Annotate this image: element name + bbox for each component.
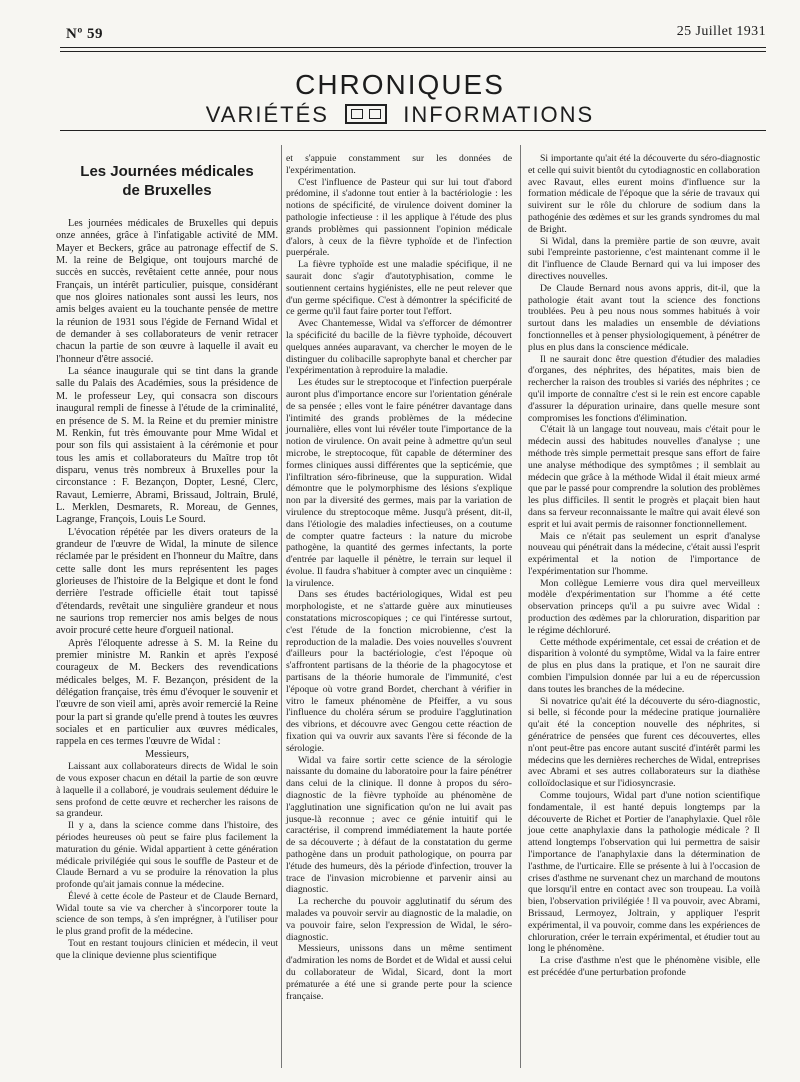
- masthead-right: INFORMATIONS: [403, 102, 595, 127]
- masthead-left: VARIÉTÉS: [205, 102, 329, 127]
- paragraph: Messieurs, unissons dans un même sentiment d'admiration les noms de Bordet et de Widal et aussi celui du collaborateur de Widal, Sicard, dont la mort prématurée a été une si grande perte pour la science française.: [286, 943, 512, 1002]
- column-divider: [520, 145, 521, 1068]
- paragraph: Il ne saurait donc être question d'étudier des maladies d'organes, des néphrites, des hépatites, mais bien de rechercher la raison des troubles si variés des néphrites ; ce qu'il importe de connaître c'est si le rein est encore capable d'assurer la dépuration urinaire, dans quelle mesure sont compromises les fonctions d'élimination.: [528, 353, 760, 424]
- issue-date: 25 Juillet 1931: [676, 24, 766, 39]
- section-masthead: [0, 70, 800, 128]
- article-column-1: [56, 148, 278, 962]
- paragraph: Avec Chantemesse, Widal va s'efforcer de démontrer la spécificité du bacille de la fièvre typhoïde, découvert quelques années auparavant, va chercher le moyen de le distinguer du colibacille saprophyte banal et chercher par l'expérimentation à reproduire la maladie.: [286, 318, 512, 377]
- paragraph: et s'appuie constamment sur les données de l'expérimentation.: [286, 153, 512, 176]
- paragraph: La séance inaugurale qui se tint dans la grande salle du Palais des Académies, sous la présidence de M. le professeur Ley, qui consacra son discours inaugural rempli de finesse à l'étude de la criminalité, en présence de S. M. la Reine et du premier ministre M. Renkin, fut très émouvante pour Mme Widal et pour son fils qui assistaient à la cérémonie et pour tous les amis et collaborateurs du Maître trop tôt disparu, venus très nombreux à Bruxelles pour la circonstance : F. Bezançon, Dopter, Lesné, Clerc, Ravaut, Lemierre, Abrami, Brissaud, Joltrain, Brulé, L. Merklen, Desmarets, R. Moreau, de Gennes, Lagrange, François, Louis Le Sourd.: [56, 366, 278, 526]
- header-rule: [60, 47, 766, 48]
- paragraph: Comme toujours, Widal part d'une notion scientifique fondamentale, il est hanté depuis longtemps par la découverte de Richet et Portier de l'anaphylaxie. Quel rôle joue cette anaphylaxie dans la pathologie médicale ? Il attend longtemps l'observation qui lui permettra de saisir l'importance de l'anaphylaxie dans la détermination de l'asthme, de l'urticaire. Elle se présente à lui à l'occasion de crises d'asthme ne survenant chez un marchand de moutons que lorsqu'il entre en contact avec son troupeau. La voilà bien, l'observation privilégiée ! Il va pouvoir, avec Abrami, Brissaud, Lermoyez, Joltrain, y appliquer l'esprit expérimental, il va pouvoir, comme dans les expériences de chloruration, créer le terrain expérimental, et étudier tout au long le phénomène.: [528, 790, 760, 955]
- paragraph: Si Widal, dans la première partie de son œuvre, avait subi l'empreinte pastorienne, c'est maintenant comme il le dit l'influence de Claude Bernard qui va lui imposer des directives nouvelles.: [528, 235, 760, 282]
- article-column-3: [528, 153, 760, 979]
- paragraph: Mon collègue Lemierre vous dira quel merveilleux modèle d'expérimentation sur l'homme a été cette observation princeps qu'il a pu suivre avec Widal : production des œdèmes par la chloruration, disparition par le régime déchloruré.: [528, 577, 760, 636]
- paragraph: Après l'éloquente adresse à S. M. la Reine du premier ministre M. Rankin et après l'exposé courageux de M. Beckers des revendications médicales belges, M. F. Bezançon, président de la délégation française, très ému d'évoquer le souvenir et l'œuvre de son vieil ami, après avoir remercié la Reine pour la part si grande qu'elle prend à toutes les œuvres sociales et en particulier aux œuvres médicales, rappela en ces termes l'œuvre de Widal :: [56, 637, 278, 748]
- masthead-title: CHRONIQUES: [295, 69, 505, 100]
- paragraph: Les journées médicales de Bruxelles qui depuis onze années, grâce à l'infatigable activité de MM. Mayer et Beckers, grâce au patronage effectif de S. M. la reine de Belgique, ont toujours marché de succès en succès, revêtaient cette année, pour nous Français, un intérêt particulier, puisque, considérant que nos gloires nationales sont aussi les leurs, nos amis belges avaient eu la touchante pensée de mettre la réunion de 1931 sous l'égide de Fernand Widal et de demander à ses collaborateurs de venir retracer chacun la partie de son œuvre à laquelle il avait eu l'honneur d'être associé.: [56, 218, 278, 365]
- paragraph: Laissant aux collaborateurs directs de Widal le soin de vous exposer chacun en détail la partie de son œuvre à laquelle il a collaboré, je voudrais seulement déduire le sens profond de cette œuvre et rechercher les raisons de sa grandeur.: [56, 761, 278, 820]
- paragraph: Dans ses études bactériologiques, Widal est peu morphologiste, et ne s'attarde guère aux minutieuses constatations microscopiques ; ce qui l'intéresse surtout, c'est l'étude de la fonction microbienne, c'est la reproduction de la maladie. Des voies nouvelles s'ouvrent d'ailleurs pour la bactériologie, c'est l'époque où s'affrontent partisans de la théorie de la phagocytose et partisans de la théorie humorale de l'immunité, c'est l'époque où votre grand Bordet, cherchant à vérifier in vitro le fameux phénomène de Pfeiffer, a vu sous l'influence du choléra sérum se produire l'agglutination des vibrions, et découvre avec Gengou cette réaction de fixation qui va ouvrir aux savants l'ère si féconde de la sérologie.: [286, 589, 512, 754]
- paragraph: Élevé à cette école de Pasteur et de Claude Bernard, Widal toute sa vie va chercher à s'incorporer toute la science de son temps, à s'en imprégner, à l'utiliser pour le plus grand profit de la médecine.: [56, 890, 278, 938]
- article-column-2: [286, 153, 512, 1002]
- paragraph: C'est l'influence de Pasteur qui sur lui tout d'abord prédomine, il s'adonne tout entier à la bactériologie : les notions de spécificité, de virulence doivent dominer la pathologie infectieuse : il les applique à l'étude des plus grands problèmes qui passionnent l'opinion médicale d'alors, à ceux de la fièvre typhoïde et de l'infection puerpérale.: [286, 176, 512, 259]
- paragraph: Tout en restant toujours clinicien et médecin, il veut que la clinique devienne plus scientifique: [56, 938, 278, 961]
- paragraph: Si importante qu'ait été la découverte du séro-diagnostic et celle qui suivit bientôt du cytodiagnostic en collaboration avec Ravaut, elles eurent moins d'influence sur la formation médicale de l'époque que la série de travaux qui suivirent sur le rôle du chlorure de sodium dans la pathogénie des œdèmes et sur les grands syndromes du mal de Bright.: [528, 153, 760, 235]
- paragraph: Les études sur le streptocoque et l'infection puerpérale auront plus d'importance encore sur l'orientation générale de sa pensée ; elles vont le faire pénétrer davantage dans l'intimité des grands problèmes de la médecine journalière, elles vont lui révéler toute l'importance de la notion de virulence. On avait peine à admettre qu'un seul microbe, le streptocoque, fût capable de déterminer des formes cliniques aussi différentes que la septicémie, que l'infiltration séro-fibrineuse, que la suppuration. Widal démontre que le polymorphisme des lésions s'explique non par la diversité des germes, mais par la variation de virulence du streptocoque même. Jusqu'à présent, dit-il, dans l'étiologie des maladies infectieuses, on a coutume de compter quatre facteurs : la nature du microbe pathogène, la quantité des germes infectants, la porte d'entrée par laquelle il pénètre, le terrain sur lequel il évolue. Il faudra s'habituer à compter avec un cinquième : la virulence.: [286, 377, 512, 589]
- article-title-line: Les Journées médicales: [80, 163, 254, 180]
- paragraph: La recherche du pouvoir agglutinatif du sérum des malades va pouvoir servir au diagnostic de la maladie, on va pouvoir faire, selon l'expression de Widal, le séro-diagnostic.: [286, 896, 512, 943]
- column-divider: [281, 145, 282, 1068]
- paragraph: De Claude Bernard nous avons appris, dit-il, que la pathologie était avant tout la science des fonctions troublées. Peu à peu nous nous sommes habitués à voir surtout dans les maladies un ensemble de déviations fonctionnelles et à penser physiologiquement, à pénétrer de plus en plus dans la conscience médicale.: [528, 282, 760, 353]
- header-rule-thin: [60, 51, 766, 52]
- masthead-rule: [60, 130, 766, 131]
- paragraph: L'évocation répétée par les divers orateurs de la grandeur de l'œuvre de Widal, la minute de silence réclamée par le président en l'honneur du Maître, dans cette salle dont les murs représentent les pages glorieuses de l'histoire de la Belgique et dont le fond derrière l'estrade officielle était tout tapissé d'étendards, revêtait une singulière grandeur et nous ne saurions trop remercier nos amis belges de nous avoir procuré cette heure d'orgueil national.: [56, 526, 278, 637]
- masthead-emblem-icon: [345, 104, 387, 124]
- paragraph: Widal va faire sortir cette science de la sérologie naissante du domaine du laboratoire pour la faire pénétrer dans celui de la clinique. Il donne à propos du séro-diagnostic de la fièvre typhoïde au phénomène de l'agglutination une signification qu'on ne lui avait pas jusque-là reconnue ; avec ce génie intuitif qui le caractérise, il comprend immédiatement la haute portée de sa découverte ; à défaut de la constatation du germe pathogène dans un produit pathologique, on pourra par l'étude des humeurs, dès la période d'infection, trouver la trace de l'invasion microbienne et parvenir ainsi au diagnostic.: [286, 754, 512, 896]
- paragraph: Si novatrice qu'ait été la découverte du séro-diagnostic, si belle, si féconde pour la médecine pratique journalière qu'ait été la conception nouvelle des néphrites, si génératrice de pensées que furent ces découvertes, elles n'ont peut-être pas encore autant suscité d'intérêt parmi les médecins que les dernières recherches de Widal, entreprises avec Abrami et ses autres collaborateurs sur la diathèse colloïdoclasique et sur l'idiosyncrasie.: [528, 695, 760, 790]
- issue-number: Nº 59: [66, 26, 104, 42]
- salutation: Messieurs,: [145, 748, 189, 760]
- article-title: [56, 162, 278, 200]
- paragraph: Mais ce n'était pas seulement un esprit d'analyse nouveau qui pénétrait dans la médecine, c'était aussi l'esprit expérimental et la notion de l'importance de l'expérimentation sur l'homme.: [528, 530, 760, 577]
- paragraph: Il y a, dans la science comme dans l'histoire, des périodes heureuses où peut se faire plus facilement la maturation du génie. Widal appartient à cette génération médicale privilégiée qui sous le souffle de Pasteur et de Claude Bernard a vu se produire la rénovation la plus profonde qu'ait jamais connue la médecine.: [56, 820, 278, 891]
- masthead-subtitle: [0, 102, 800, 128]
- speech-quote: [56, 761, 278, 962]
- article-title-line: de Bruxelles: [122, 182, 212, 199]
- paragraph: La crise d'asthme n'est que le phénomène visible, elle est précédée d'une perturbation profonde: [528, 955, 760, 978]
- paragraph: La fièvre typhoïde est une maladie spécifique, il ne saurait donc s'agir d'autotyphisation, comme le soutiennent certains hygiénistes, elle ne peut relever que d'un germe spécifique. C'est à démontrer la spécificité de ce germe qu'il faut faire porter tout l'effort.: [286, 259, 512, 318]
- paragraph: Cette méthode expérimentale, cet essai de création et de disparition à volonté du symptôme, Widal va la faire entrer de plus en plus dans la pratique, et l'on ne saurait dire combien l'impulsion donnée par lui a eu de répercussion dans toutes les branches de la médecine.: [528, 636, 760, 695]
- paragraph: C'était là un langage tout nouveau, mais c'était pour le médecin aussi des habitudes nouvelles d'analyse ; une méthode très simple permettait presque sans effort de faire une analyse méthodique des symptômes ; il semblait au médecin que grâce à la méthode Widal il était mieux armé que par le passé pour comprendre la solution des problèmes les plus difficiles. Il sentit le progrès et plaçait bien haut dans sa ferveur reconnaissante le maître qui avait élevé son esprit et lui avait permis de raisonner fonctionnellement.: [528, 424, 760, 530]
